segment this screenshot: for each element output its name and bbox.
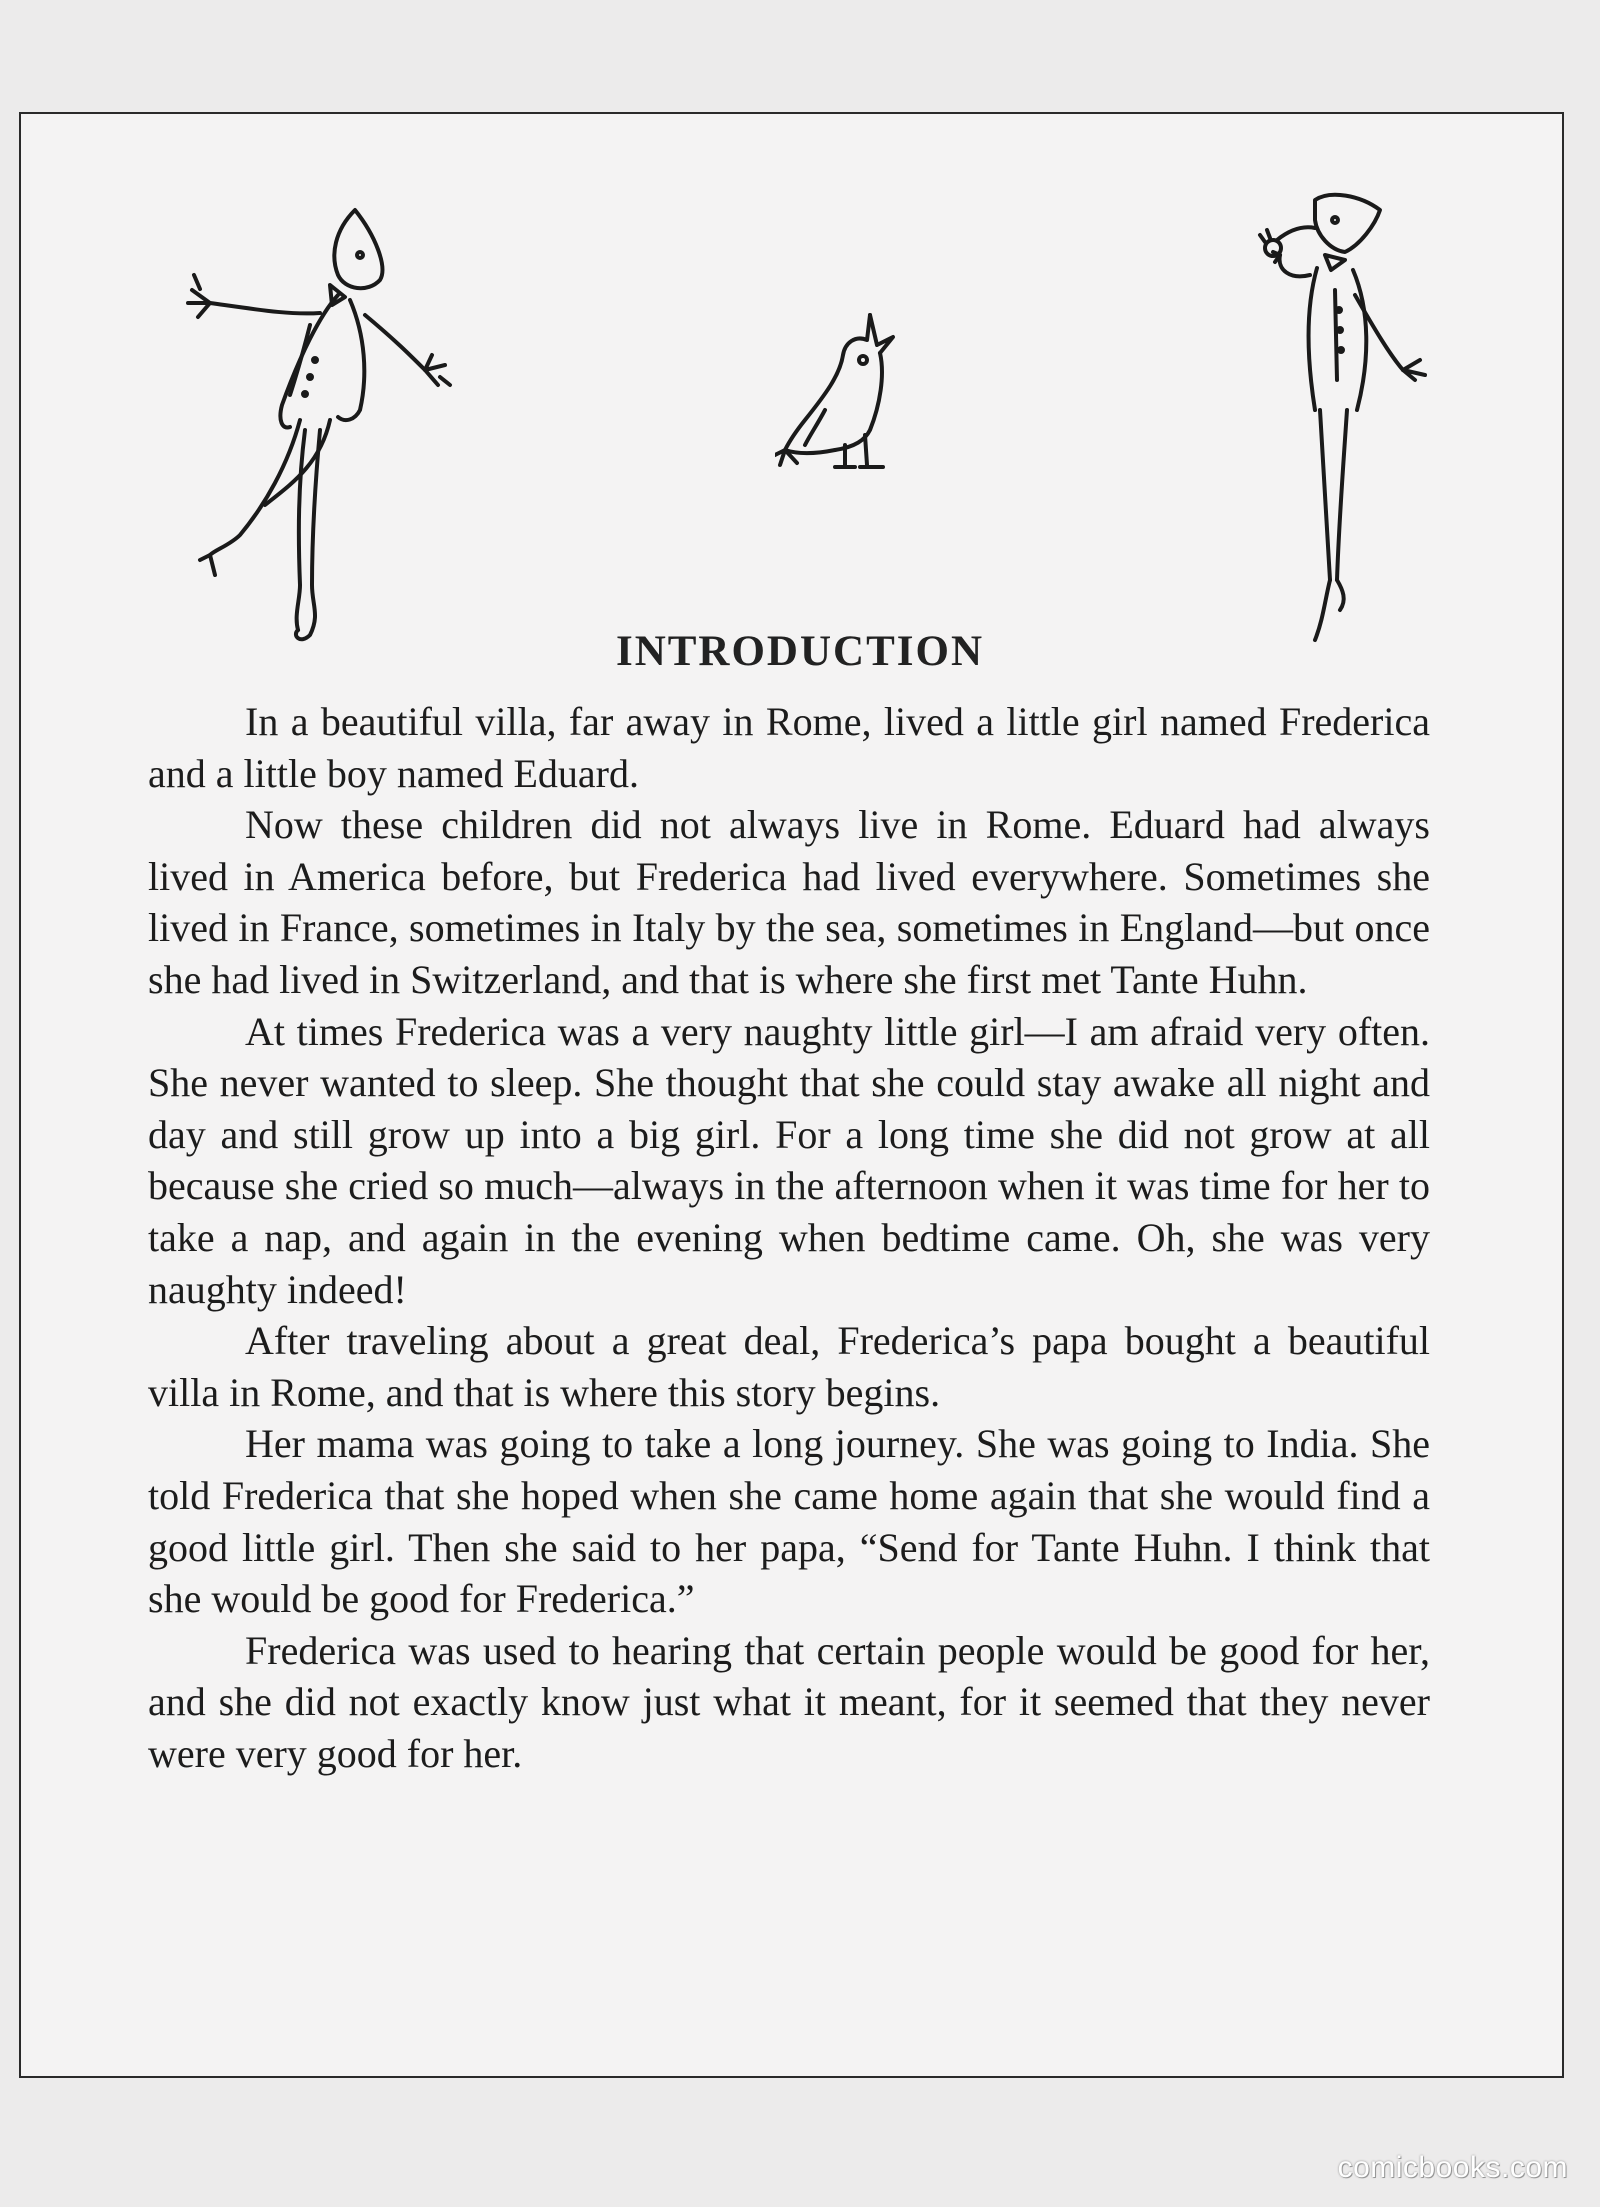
- watermark-text: comicbooks.com: [1337, 2151, 1568, 2184]
- body-text: [148, 696, 1430, 1779]
- paragraph: Her mama was going to take a long journey. She was going to India. She told Frederica that she hoped when she came home again that she would find a good little girl. Then she said to her papa, “Send for Tante Huhn. I think that she would be good for Frederica.”: [148, 1421, 1430, 1622]
- small-bird-illustration: [775, 305, 915, 475]
- paragraph: After traveling about a great deal, Frederica’s papa bought a beautiful villa in Rome, and that is where this story begins.: [148, 1318, 1430, 1415]
- paragraph: Now these children did not always live in Rome. Eduard had always lived in America before, but Frederica had lived everywhere. Sometimes she lived in France, sometimes in Italy by the sea, sometimes in England—but once she had lived in Switzerland, and that is where she first met Tante Huhn.: [148, 802, 1430, 1002]
- paragraph: At times Frederica was a very naughty little girl—I am afraid very often. She never wanted to sleep. She thought that she could stay awake all night and day and still grow up into a big girl. For a long time she did not grow at all because she cried so much—always in the afternoon when it was time for her to take a nap, and again in the evening when bedtime came. Oh, she was very naughty indeed!: [148, 1008, 1430, 1312]
- pipe-smoking-bird-figure-illustration: [1235, 180, 1435, 660]
- dancing-bird-figure-illustration: [170, 205, 460, 665]
- paragraph: Frederica was used to hearing that certain people would be good for her, and she did not exactly know just what it meant, for it seemed that they never were very good for her.: [148, 1627, 1430, 1776]
- page-title: INTRODUCTION: [615, 627, 985, 675]
- paragraph: In a beautiful villa, far away in Rome, lived a little girl named Frederica and a little boy named Eduard.: [148, 699, 1430, 796]
